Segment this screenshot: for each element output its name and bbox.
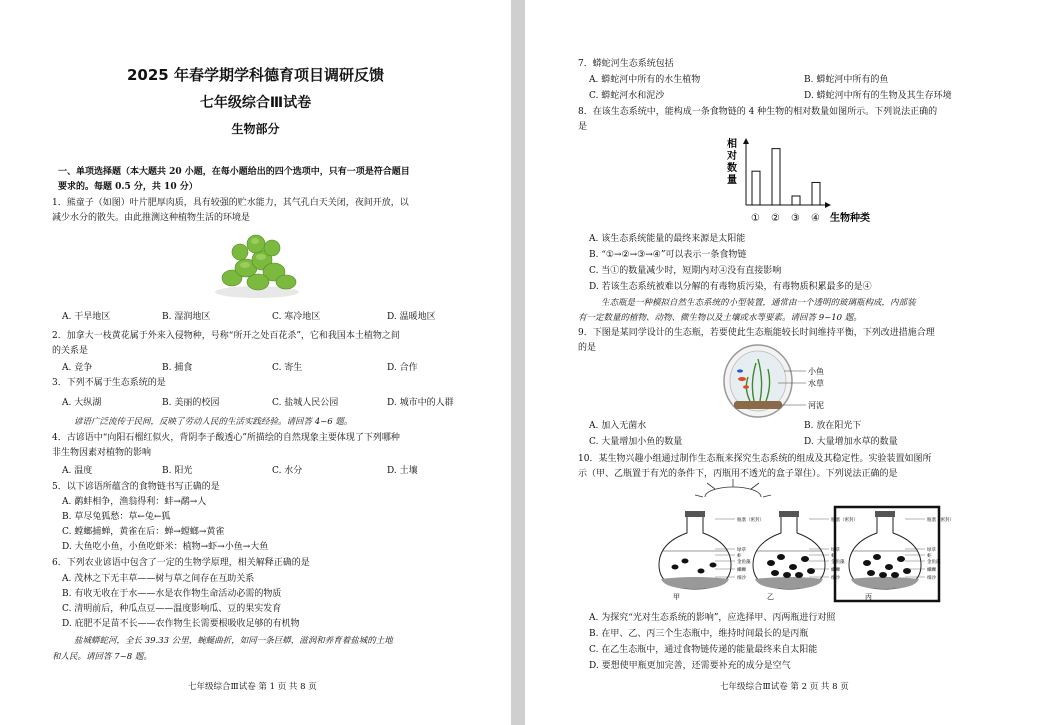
q1-text: 1．熊童子（如图）叶片肥厚肉质，具有较强的贮水能力，其气孔白天关闭，夜间开放，以 [52, 198, 409, 208]
intro-9-10-2: 有一定数量的植物、动物、微生物以及土壤或水等要素。请回答 9~10 题。 [578, 313, 862, 323]
q4-text-2: 非生物因素对植物的影响 [52, 448, 152, 458]
jar-part-label: 绿草 [737, 548, 746, 553]
q3-option-b: B. 美丽的校园 [162, 398, 220, 408]
svg-text:量: 量 [727, 175, 737, 186]
jar-label-bing: 丙 [865, 593, 872, 601]
species-quantity-chart [720, 135, 890, 227]
q7-option-c: C. 蟒蛇河水和泥沙 [589, 91, 665, 101]
q8-option-a: A. 该生态系统能量的最终来源是太阳能 [589, 234, 746, 244]
jar-part-label: 瓶塞（密封） [927, 518, 954, 523]
jar-part-label: 绿草 [831, 548, 840, 553]
q10-text: 10．某生物兴趣小组通过制作生态瓶来探究生态系统的组成及其稳定性。实验装置如图所 [578, 454, 932, 464]
q2-option-a: A. 竞争 [62, 363, 93, 373]
q9-option-c: C. 大量增加小鱼的数量 [589, 437, 683, 447]
q8-text: 8．在该生态系统中，能构成一条食物链的 4 种生物的相对数量如图所示。下列说法正确的 [578, 107, 938, 117]
q2-text: 2．加拿大一枝黄花属于外来入侵物种，号称“所开之处百花杀”，它和我国本土植物之间 [52, 331, 400, 341]
q6-text: 6．下列农业谚语中包含了一定的生物学原理，相关解释正确的是 [52, 558, 310, 568]
q9-option-d: D. 大量增加水草的数量 [804, 437, 898, 447]
q2-text-2: 的关系是 [52, 346, 89, 356]
jar-part-label: 金鱼藻 [737, 560, 751, 565]
q4-option-d: D. 土壤 [387, 466, 418, 476]
label-water-weed: 水草 [808, 379, 824, 388]
chart-bar [752, 171, 760, 205]
q2-option-c: C. 寄生 [272, 363, 303, 373]
q10-option-a: A. 为探究“光对生态系统的影响”，应选择甲、丙两瓶进行对照 [589, 613, 836, 623]
q9-text: 9．下图是某同学设计的生态瓶，若要使此生态瓶能较长时间维持平衡，下列改进措施合理 [578, 328, 935, 338]
q4-option-a: A. 温度 [62, 466, 93, 476]
page-gap [511, 0, 525, 725]
label-river-mud: 河泥 [808, 401, 824, 410]
svg-text:相: 相 [727, 139, 737, 150]
sun-icon [695, 479, 771, 497]
q6-option-b: B. 有收无收在于水——水是农作物生命活动必需的物质 [62, 589, 282, 599]
q7-option-a: A. 蟒蛇河中所有的水生植物 [589, 75, 701, 85]
q3-text: 3．下列不属于生态系统的是 [52, 378, 166, 388]
q7-option-d: D. 蟒蛇河中所有的生物及其生存环境 [804, 91, 952, 101]
page-2-footer: 七年级综合Ⅲ试卷 第 2 页 共 8 页 [720, 682, 849, 692]
succulent-plant-image [212, 230, 302, 300]
chart-bar [812, 182, 820, 205]
eco-jar [659, 511, 731, 589]
q4-option-c: C. 水分 [272, 466, 303, 476]
jar-part-label: 金鱼藻 [831, 560, 845, 565]
q1-option-a: A. 干旱地区 [62, 312, 111, 322]
chart-tick-label: ② [771, 213, 780, 224]
chart-tick-label: ① [751, 213, 760, 224]
q5-text: 5．以下谚语所蕴含的食物链书写正确的是 [52, 482, 220, 492]
q3-option-d: D. 城市中的人群 [387, 398, 454, 408]
svg-text:对: 对 [727, 151, 737, 162]
q4-text: 4．古谚语中“向阳石榴红似火，背阴李子酸透心”所描绘的自然现象主要体现了下列哪种 [52, 433, 400, 443]
page-1 [0, 0, 511, 725]
page-2 [525, 0, 1043, 725]
chart-tick-label: ③ [791, 213, 800, 224]
jar-part-label: 绿草 [927, 548, 936, 553]
intro-4-6: 谚语广泛流传于民间，反映了劳动人民的生活实践经验。请回答 4~6 题。 [74, 417, 353, 427]
intro-7-8: 盐城蟒蛇河，全长 39.33 公里，蜿蜒曲折，如同一条巨蟒，滋润和养育着盐城的土地 [74, 636, 393, 646]
q1-option-d: D. 温暖地区 [387, 312, 436, 322]
q9-text-2: 的是 [578, 343, 597, 353]
jar-part-label: 虾 [737, 554, 742, 559]
exam-subtitle: 七年级综合Ⅲ试卷 [199, 95, 312, 111]
eco-jars-experiment-image [655, 485, 954, 605]
q4-option-b: B. 阳光 [162, 466, 193, 476]
q10-option-c: C. 在乙生态瓶中，通过食物链传递的能量最终来自太阳能 [589, 645, 818, 655]
jar-part-label: 细沙 [831, 576, 840, 581]
section-heading: 一、单项选择题（本大题共 20 小题，在每小题给出的四个选项中，只有一项是符合题目 [58, 167, 410, 177]
jar-label-yi: 乙 [767, 593, 774, 601]
q2-option-b: B. 捕食 [162, 363, 193, 373]
jar-part-label: 金鱼藻 [927, 560, 941, 565]
section-heading-2: 要求的。每题 0.5 分，共 10 分） [58, 182, 198, 192]
q9-option-b: B. 放在阳光下 [804, 421, 862, 431]
eco-bottle-image [720, 343, 850, 423]
chart-y-arrow [743, 138, 749, 144]
q5-option-b: B. 草尽兔狐愁：草←兔←狐 [62, 512, 171, 522]
q9-option-a: A. 加入无菌水 [589, 421, 647, 431]
intro-7-8-2: 和人民。请回答 7~8 题。 [52, 652, 152, 662]
q8-text-2: 是 [578, 122, 588, 132]
chart-bar [772, 149, 780, 205]
eco-jar [849, 511, 921, 589]
chart-x-arrow [825, 202, 831, 208]
q1-option-b: B. 湿润地区 [162, 312, 211, 322]
svg-text:数: 数 [727, 163, 737, 174]
chart-xlabel: 生物种类 [830, 213, 870, 224]
q6-option-d: D. 庇肥不足苗不长——农作物生长需要根吸收足够的有机物 [62, 619, 300, 629]
q8-option-c: C. 当①的数量减少时，短期内对④没有直接影响 [589, 266, 782, 276]
chart-ylabel [726, 137, 737, 186]
q3-option-c: C. 盐城人民公园 [272, 398, 339, 408]
jar-part-label: 虾 [831, 554, 836, 559]
exam-part: 生物部分 [231, 122, 280, 136]
jar-part-label: 螺蛳 [927, 568, 936, 573]
exam-title: 2025 年春学期学科德育项目调研反馈 [127, 66, 384, 84]
q5-option-a: A. 鹬蚌相争，渔翁得利：蚌→鹬→人 [62, 497, 207, 507]
q10-option-d: D. 要想使甲瓶更加完善，还需要补充的成分是空气 [589, 661, 791, 671]
q7-text: 7．蟒蛇河生态系统包括 [578, 59, 674, 69]
intro-9-10: 生态瓶是一种模拟自然生态系统的小型装置，通常由一个透明的玻璃瓶构成，内部装 [601, 298, 916, 308]
jar-part-label: 虾 [927, 554, 932, 559]
q3-option-a: A. 大纵湖 [62, 398, 102, 408]
q10-text-2: 示（甲、乙瓶置于有光的条件下，丙瓶用不透光的盒子罩住）。下列说法正确的是 [578, 469, 898, 479]
q8-option-d: D. 若该生态系统被难以分解的有毒物质污染，有毒物质积累最多的是④ [589, 282, 872, 292]
page-1-footer: 七年级综合Ⅲ试卷 第 1 页 共 8 页 [188, 682, 317, 692]
q1-text-2: 减少水分的散失。由此推测这种植物生活的环境是 [52, 213, 251, 223]
jar-part-label: 细沙 [737, 576, 746, 581]
chart-tick-label: ④ [811, 213, 820, 224]
jar-part-label: 细沙 [927, 576, 936, 581]
q2-option-d: D. 合作 [387, 363, 418, 373]
q1-option-c: C. 寒冷地区 [272, 312, 321, 322]
jar-part-label: 瓶塞（密封） [737, 518, 764, 523]
jar-part-label: 螺蛳 [831, 568, 840, 573]
chart-bar [792, 196, 800, 205]
q7-option-b: B. 蟒蛇河中所有的鱼 [804, 75, 889, 85]
q6-option-c: C. 清明前后，种瓜点豆——温度影响瓜、豆的果实发育 [62, 604, 282, 614]
jar-part-label: 螺蛳 [737, 568, 746, 573]
q6-option-a: A. 茂林之下无丰草——树与草之间存在互助关系 [62, 574, 255, 584]
label-small-fish: 小鱼 [808, 367, 824, 376]
q10-option-b: B. 在甲、乙、丙三个生态瓶中，维持时间最长的是丙瓶 [589, 629, 809, 639]
q5-option-c: C. 螳螂捕蝉，黄雀在后：蝉→螳螂→黄雀 [62, 527, 225, 537]
jar-label-jia: 甲 [673, 593, 680, 601]
q5-option-d: D. 大鱼吃小鱼，小鱼吃虾米：植物→虾→小鱼→大鱼 [62, 542, 269, 552]
jar-part-label: 瓶塞（密封） [831, 518, 858, 523]
q8-option-b: B. “①→②→③→④”可以表示一条食物链 [589, 250, 747, 260]
